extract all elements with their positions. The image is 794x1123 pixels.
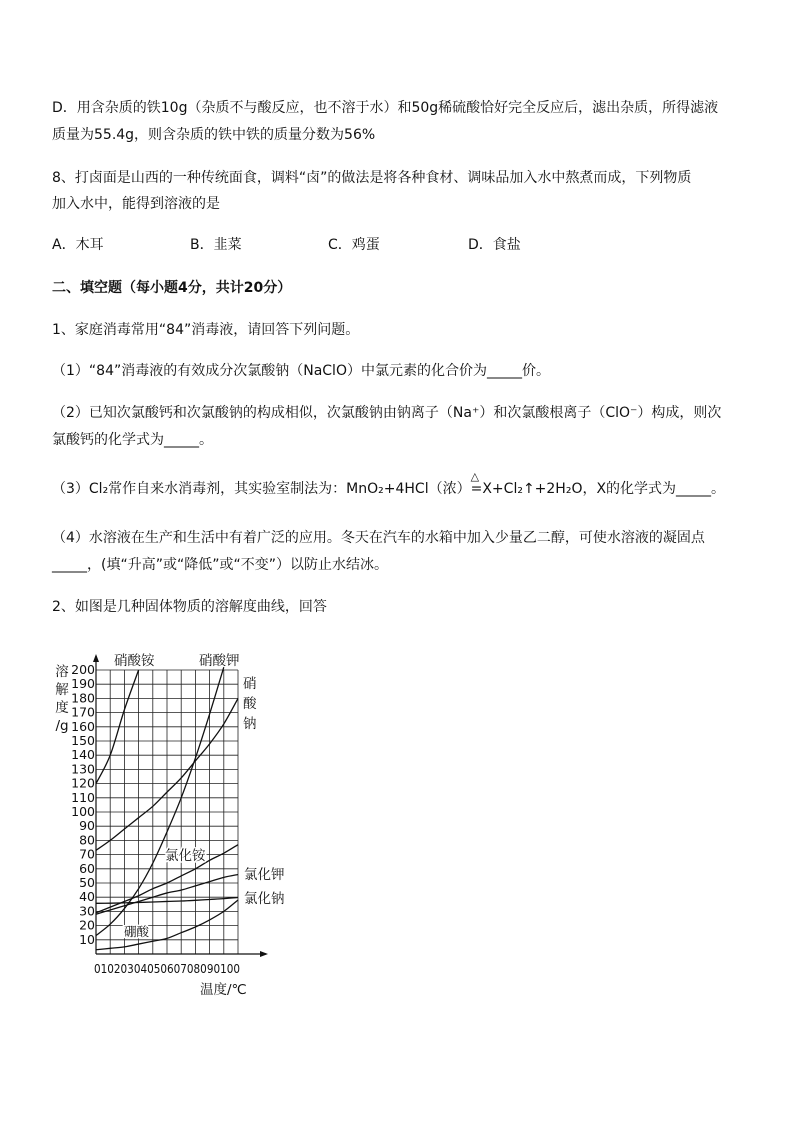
- fill1-sub2-line1: （2）已知次氯酸钙和次氯酸钠的构成相似，次氯酸钠由钠离子（Na⁺）和次氯酸根离子（ClO⁻）构成，则次: [52, 405, 722, 421]
- y-axis-arrow: [93, 654, 99, 662]
- y-tick-label: 150: [71, 733, 95, 748]
- y-tick-label: 140: [71, 747, 95, 763]
- y-tick-label: 100: [71, 804, 95, 819]
- label-ammonium-nitrate: 硝酸铵: [114, 653, 155, 669]
- section-heading: 二、填空题（每小题4分，共计20分）: [52, 280, 292, 296]
- y-axis-label: 溶: [55, 664, 69, 680]
- y-tick-label: 190: [71, 676, 95, 692]
- fill1-sub2-line2: 氯酸钙的化学式为_____。: [52, 432, 213, 448]
- q8-option-b: B．韭菜: [190, 237, 242, 253]
- fill1-sub3: [52, 470, 726, 499]
- x-axis-label: 温度/℃: [200, 982, 247, 998]
- fill1-sub3-part-b: X+Cl₂↑+2H₂O，X的化学式为_____。: [482, 481, 726, 497]
- x-axis-arrow: [260, 951, 268, 957]
- heat-delta-symbol: △: [470, 470, 480, 483]
- label-sodium-nitrate: 钠: [243, 716, 257, 732]
- fill2-stem: 2、如图是几种固体物质的溶解度曲线，回答: [52, 599, 327, 615]
- q8-option-c: C．鸡蛋: [328, 237, 380, 253]
- solubility-chart: [52, 648, 302, 998]
- y-axis-label: /g: [55, 718, 69, 734]
- fill1-sub4-line1: （4）水溶液在生产和生活中有着广泛的应用。冬天在汽车的水箱中加入少量乙二醇，可使水溶液的凝固点: [52, 530, 705, 546]
- label-potassium-chloride: 氯化钾: [244, 867, 285, 883]
- y-tick-label: 10: [79, 931, 95, 947]
- y-tick-label: 200: [71, 662, 95, 677]
- heat-condition: [470, 470, 483, 499]
- y-tick-label: 160: [71, 718, 95, 734]
- y-tick-label: 170: [71, 704, 95, 720]
- q7-option-d-line2: 质量为55.4g，则含杂质的铁中铁的质量分数为56%: [52, 127, 376, 143]
- fill1-sub3-part-a: （3）Cl₂常作自来水消毒剂，其实验室制法为：MnO₂+4HCl（浓）: [52, 481, 471, 497]
- x-tick-labels: 0102030405060708090100: [94, 961, 241, 976]
- fill1-sub4-line2: _____，(填“升高”或“降低”或“不变”）以防止水结冰。: [52, 557, 388, 573]
- fill1-stem: 1、家庭消毒常用“84”消毒液，请回答下列问题。: [52, 322, 360, 338]
- q8-stem-line1: 8、打卤面是山西的一种传统面食，调料“卤”的做法是将各种食材、调味品加入水中熬煮而成，下列物质: [52, 170, 692, 186]
- y-axis-label: 度: [55, 700, 69, 716]
- label-boric-acid: 硼酸: [124, 924, 150, 939]
- y-axis-label: 解: [55, 682, 69, 698]
- label-sodium-nitrate: 酸: [243, 696, 257, 712]
- q8-stem-line2: 加入水中，能得到溶液的是: [52, 196, 220, 212]
- q8-option-d: D．食盐: [468, 237, 521, 253]
- y-tick-label: 50: [79, 875, 95, 890]
- y-tick-label: 110: [71, 789, 95, 805]
- fill1-sub1: （1）“84”消毒液的有效成分次氯酸钠（NaClO）中氯元素的化合价为_____价。: [52, 363, 550, 379]
- y-tick-label: 120: [71, 775, 95, 791]
- y-tick-label: 180: [71, 690, 95, 706]
- label-sodium-chloride: 氯化钠: [244, 891, 285, 907]
- y-tick-label: 30: [79, 903, 95, 919]
- label-ammonium-chloride: 氯化铵: [165, 848, 206, 864]
- chart-grid: [96, 670, 238, 954]
- q8-options: [52, 235, 521, 255]
- q7-option-d-line1: D．用含杂质的铁10g（杂质不与酸反应，也不溶于水）和50g稀硫酸恰好完全反应后，滤出杂质，所得滤液: [52, 100, 719, 116]
- y-tick-label: 80: [79, 832, 95, 848]
- y-tick-label: 40: [79, 889, 95, 905]
- reaction-equals: =: [470, 481, 483, 497]
- y-tick-label: 70: [79, 846, 95, 862]
- y-tick-label: 90: [79, 818, 95, 834]
- label-sodium-nitrate: 硝: [243, 676, 257, 692]
- y-tick-label: 60: [79, 860, 95, 876]
- label-potassium-nitrate: 硝酸钾: [199, 653, 240, 669]
- y-tick-label: 130: [71, 761, 95, 777]
- q8-option-a: A．木耳: [52, 237, 104, 253]
- y-tick-label: 20: [79, 917, 95, 933]
